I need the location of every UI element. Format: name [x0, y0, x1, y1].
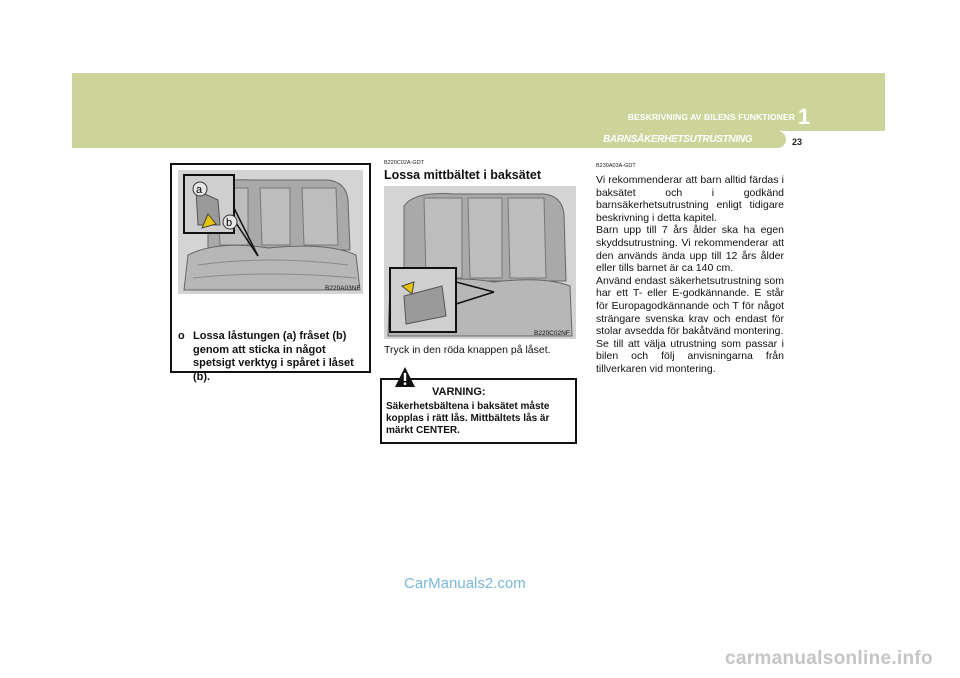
image-code: B220A03NF — [325, 285, 361, 292]
page-number: 23 — [792, 137, 803, 147]
chapter-number: 1 — [798, 104, 811, 129]
body-text: Tryck in den röda knappen på låset. — [384, 344, 551, 356]
exclamation-triangle-icon — [394, 366, 416, 388]
rear-seat-drawing — [178, 170, 363, 294]
warning-box — [380, 378, 577, 444]
paragraph: Barn upp till 7 års ålder ska ha egen skyddsutrustning. Vi rekommenderar att den används ända upp till 12 års ålder eller tills barnet är ca 140 cm. — [596, 224, 784, 275]
footer-watermark: carmanualsonline.info — [725, 648, 933, 669]
site-watermark: CarManuals2.com — [404, 575, 526, 592]
body-text — [596, 174, 784, 376]
chapter-title: BESKRIVNING AV BILENS FUNKTIONER — [627, 112, 795, 122]
image-code: B220C02NF — [534, 330, 570, 337]
bullet: o — [178, 330, 185, 342]
left-instruction-panel — [170, 163, 371, 383]
instruction-text: Lossa låstungen (a) fråset (b) genom att sticka in något spetsigt verktyg i spåret i låset (b). — [193, 330, 354, 383]
section-code: B220C02A-GDT — [384, 160, 425, 166]
middle-column — [384, 160, 584, 182]
center-belt-illustration — [384, 186, 576, 339]
callout-a: a — [196, 184, 203, 196]
instruction-item — [178, 330, 366, 384]
section-code: B230A03A-GDT — [596, 163, 636, 169]
rear-seat-lock-illustration — [178, 170, 363, 294]
center-belt-drawing — [384, 186, 576, 339]
paragraph: Vi rekommenderar att barn alltid färdas i baksätet och i godkänd barnsäkerhetsutrustning enligt tidigare beskrivning i detta kapitel. — [596, 174, 784, 224]
paragraph: Använd endast säkerhetsutrustning som har ett T- eller E-godkännande. E står för Europagodkännande och T för något strängare svenska krav och endast för stolar avsedda för bakåtvänd montering. — [596, 274, 784, 338]
section-title: BARNSÄKERHETSUTRUSTNING — [603, 134, 753, 145]
right-column — [596, 163, 784, 376]
warning-text: Säkerhetsbältena i baksätet måste kopplas i rätt lås. Mittbältets lås är märkt CENTER. — [386, 401, 550, 436]
section-heading: Lossa mittbältet i baksätet — [384, 168, 541, 182]
paragraph: Se till att välja utrustning som passar i bilen och följ anvisningarna från tillverkaren vid montering. — [596, 337, 784, 375]
warning-title: VARNING: — [432, 386, 486, 398]
callout-b: b — [226, 217, 233, 229]
